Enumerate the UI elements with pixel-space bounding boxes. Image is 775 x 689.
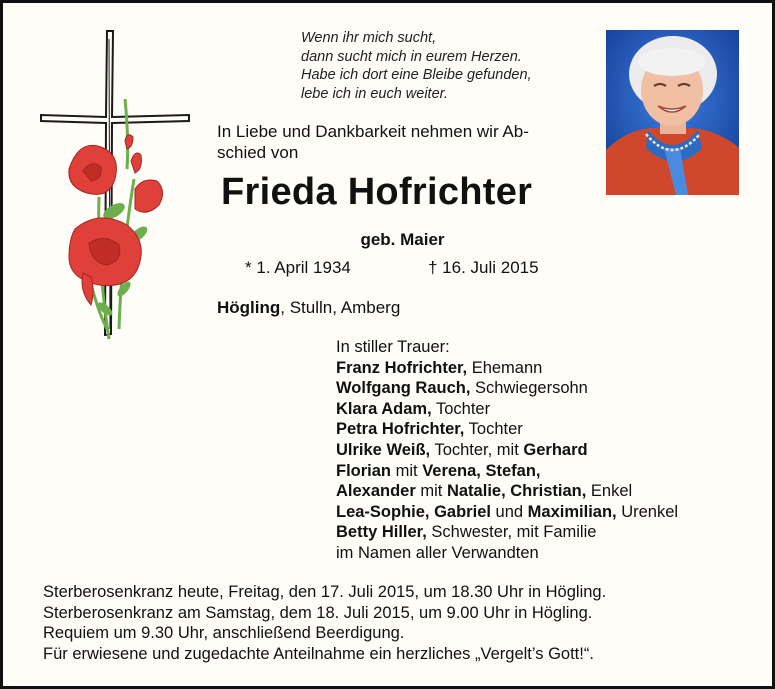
mourner-line [336, 399, 678, 420]
mourner-lines [336, 358, 678, 564]
mourner-relation: mit [415, 482, 447, 501]
mourners-list [336, 337, 678, 564]
mourner-name: Petra Hofrichter, [336, 420, 465, 439]
mourner-line [336, 378, 678, 399]
footer-line: Requiem um 9.30 Uhr, anschließend Beerdigung. [43, 624, 405, 642]
intro-text [217, 121, 587, 163]
deceased-portrait-photo [606, 30, 739, 195]
mourner-relation: Tochter, mit [430, 440, 524, 459]
birth-date: * 1. April 1934 [245, 258, 351, 277]
mourner-line [336, 502, 678, 523]
mourner-line [336, 543, 678, 564]
mourners-heading: In stiller Trauer: [336, 338, 450, 356]
mourner-relation: Schwester, mit Familie [426, 523, 597, 542]
intro-line: schied von [217, 143, 299, 162]
mourner-line [336, 440, 678, 461]
location-rest: , Stulln, Amberg [280, 298, 401, 317]
mourner-name: Alexander [336, 482, 416, 501]
mourner-line [336, 419, 678, 440]
mourner-relation: Tochter [431, 399, 491, 418]
mourner-name: Ulrike Weiß, [336, 440, 431, 459]
poem-line: lebe ich in euch weiter. [301, 85, 448, 102]
service-information [43, 582, 606, 664]
mourner-line [336, 358, 678, 379]
mourner-relation: Ehemann [467, 358, 543, 377]
residence-location [217, 298, 400, 318]
mourner-relation: Tochter [464, 420, 523, 439]
mourner-line [336, 522, 678, 543]
footer-line: Für erwiesene und zugedachte Anteilnahme ein herzliches „Vergelt’s Gott!“. [43, 644, 594, 663]
mourner-name: Gerhard [523, 440, 588, 459]
mourner-name: Klara Adam, [336, 399, 432, 418]
mourner-line [336, 461, 678, 482]
footer-line: Sterberosenkranz am Samstag, dem 18. Juli 2015, um 9.00 Uhr in Högling. [43, 603, 593, 622]
footer-line: Sterberosenkranz heute, Freitag, den 17. Juli 2015, um 18.30 Uhr in Högling. [43, 583, 607, 601]
mourner-relation: Schwiegersohn [470, 379, 588, 398]
mourner-name: Wolfgang Rauch, [336, 379, 471, 398]
poem-line: dann sucht mich in eurem Herzen. [301, 48, 522, 65]
mourner-name: Verena, Stefan, [422, 461, 541, 480]
mourner-name: Maximilian, [527, 502, 617, 521]
mourner-relation: Urenkel [616, 502, 679, 521]
mourner-name: Betty Hiller, [336, 523, 427, 542]
mourner-relation: und [490, 502, 528, 521]
mourner-name: Natalie, Christian, [446, 482, 587, 501]
mourner-line [336, 481, 678, 502]
mourner-relation: mit [391, 461, 423, 480]
mourner-relation: im Namen aller Verwandten [336, 543, 539, 562]
mourner-name: Florian [336, 461, 392, 480]
poem-line: Habe ich dort eine Bleibe gefunden, [301, 67, 532, 83]
maiden-name-text: geb. Maier [360, 230, 445, 249]
intro-line: In Liebe und Dankbarkeit nehmen wir Ab- [217, 122, 529, 141]
death-date: † 16. Juli 2015 [428, 258, 539, 277]
maiden-name [3, 230, 775, 250]
mourner-name: Franz Hofrichter, [336, 358, 468, 377]
deceased-name: Frieda Hofrichter [221, 171, 533, 213]
poem-verse [301, 29, 532, 103]
poem-line: Wenn ihr mich sucht, [301, 30, 437, 46]
mourner-name: Lea-Sophie, Gabriel [336, 502, 491, 521]
mourner-relation: Enkel [586, 482, 633, 501]
cross-with-roses-icon [39, 29, 194, 349]
location-main: Högling [217, 298, 281, 317]
